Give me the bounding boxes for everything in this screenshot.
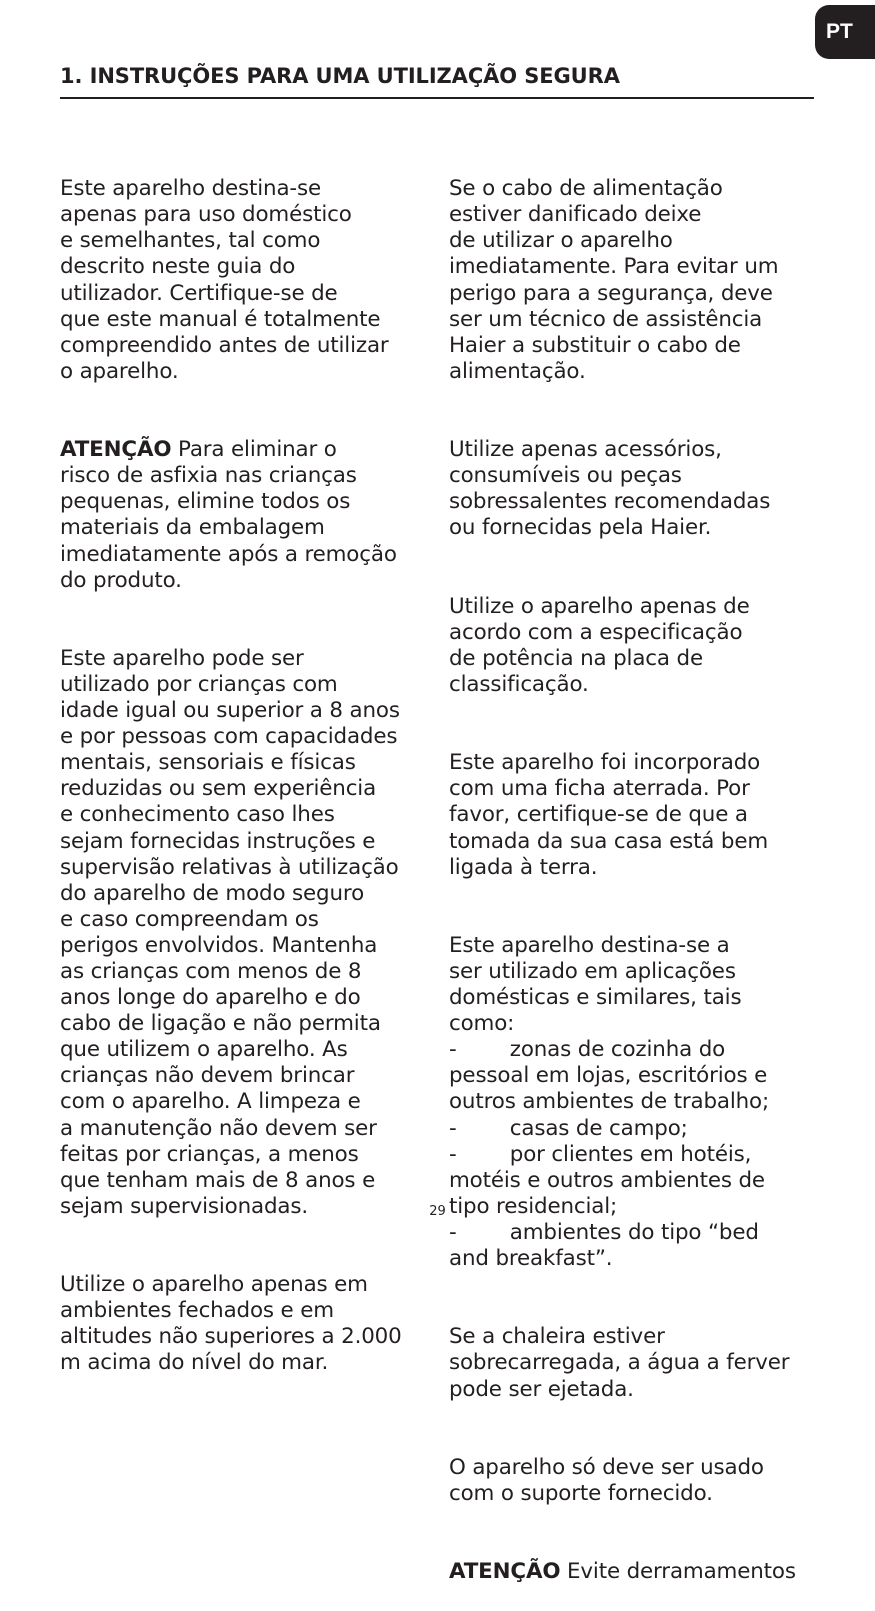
right-column [449, 124, 824, 1611]
paragraph-children-usage: Este aparelho pode ser utilizado por crianças com idade igual ou superior a 8 anos e por pessoas com capacidades mentais, sensoriais e físicas reduzidas ou sem experiência e conhecimento caso lhes sejam fornecidas instruções e supervisão relativas à utilização do aparelho de modo seguro e caso compreendam os perigos envolvidos. Mantenha as crianças com menos de 8 anos longe do aparelho e do cabo de ligação e não permita que utilizem o aparelho. As crianças não devem brincar com o aparelho. A limpeza e a manutenção não devem ser feitas por crianças, a menos que tenham mais de 8 anos e sejam supervisionadas. [60, 645, 400, 1219]
language-tab: PT [815, 5, 875, 59]
title-divider [60, 97, 814, 99]
warning-text: Para eliminar o risco de asfixia nas crianças pequenas, elimine todos os materiais da embalagem imediatamente após a remoção do produto. [60, 437, 397, 593]
paragraph-spill-warning [449, 1559, 824, 1585]
warning-label: ATENÇÃO [60, 437, 172, 463]
warning-label: ATENÇÃO [449, 1559, 561, 1585]
warning-text: Evite derramamentos [560, 1559, 796, 1585]
paragraph-intended-use: Este aparelho destina-se apenas para uso doméstico e semelhantes, tal como descrito neste guia do utilizador. Certifique-se de que este manual é totalmente compreendido antes de utilizar o aparelho. [60, 176, 389, 384]
paragraph-damaged-cable: Se o cabo de alimentação estiver danificado deixe de utilizar o aparelho imediatamente. Para evitar um perigo para a segurança, deve ser um técnico de assistência Haier a substituir o cabo de alimentação. [449, 176, 779, 384]
paragraph-household-applications: Este aparelho destina-se a ser utilizado em aplicações domésticas e similares, tais como: - zonas de cozinha do pessoal em lojas, escritórios e outros ambientes de trabalho; - casas de campo; - por clientes em hotéis, motéis e outros ambientes de tipo residencial; - ambientes do tipo “bed and breakfast”. [449, 932, 770, 1272]
paragraph-accessories: Utilize apenas acessórios, consumíveis ou peças sobressalentes recomendadas ou fornecidas pela Haier. [449, 437, 771, 541]
page-title: 1. INSTRUÇÕES PARA UMA UTILIZAÇÃO SEGURA [60, 64, 620, 88]
paragraph-power-rating: Utilize o aparelho apenas de acordo com a especificação de potência na placa de classificação. [449, 593, 750, 697]
paragraph-supplied-stand: O aparelho só deve ser usado com o suporte fornecido. [449, 1454, 764, 1506]
paragraph-overfill: Se a chaleira estiver sobrecarregada, a água a ferver pode ser ejetada. [449, 1324, 790, 1402]
paragraph-earthed-plug: Este aparelho foi incorporado com uma ficha aterrada. Por favor, certifique-se de que a tomada da sua casa está bem ligada à terra. [449, 750, 769, 880]
paragraph-indoor-altitude: Utilize o aparelho apenas em ambientes fechados e em altitudes não superiores a 2.000 m acima do nível do mar. [60, 1272, 402, 1376]
page-number: 29 [429, 1204, 446, 1219]
paragraph-suffocation-warning [60, 437, 435, 594]
